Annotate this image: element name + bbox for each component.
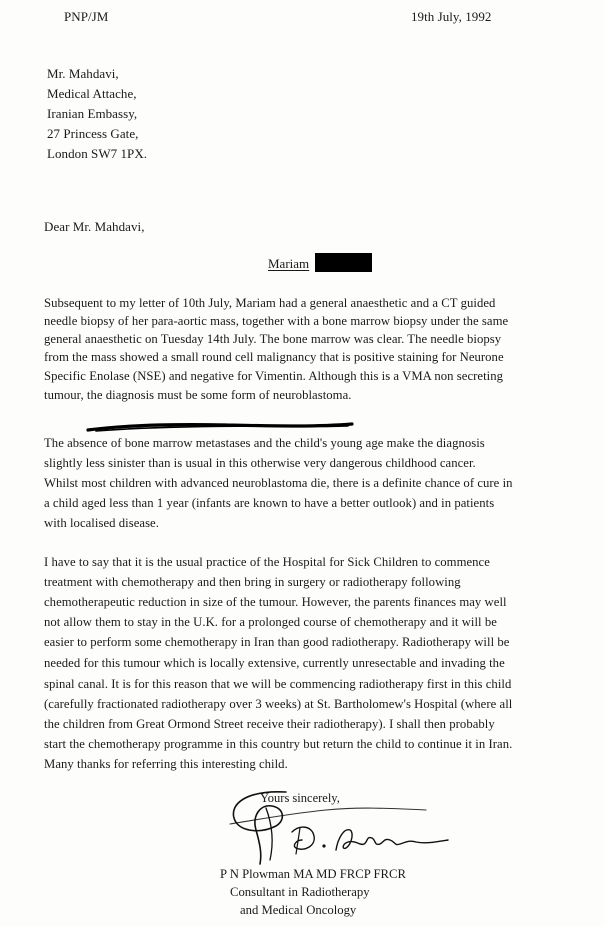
address-line: London SW7 1PX.: [47, 146, 148, 161]
redaction-bar: [315, 253, 372, 272]
paragraph-line: Many thanks for referring this interesting child.: [44, 757, 288, 771]
signatory-name: P N Plowman MA MD FRCP FRCR: [220, 867, 406, 881]
paragraph-line: with localised disease.: [44, 516, 159, 530]
letter-date: 19th July, 1992: [411, 9, 492, 24]
paragraph-line: slightly less sinister than is usual in this otherwise very dangerous childhood cancer.: [44, 456, 476, 470]
paragraph-line: Whilst most children with advanced neuroblastoma die, there is a definite chance of cure in: [44, 476, 513, 490]
signatory-title: and Medical Oncology: [240, 903, 357, 917]
paragraph-line: not allow them to stay in the U.K. for a prolonged course of chemotherapy and it will be: [44, 615, 497, 629]
paragraph-line: chemotherapeutic reduction in size of the tumour. However, the parents finances may well: [44, 595, 507, 609]
salutation: Dear Mr. Mahdavi,: [44, 219, 145, 234]
address-line: Mr. Mahdavi,: [47, 66, 119, 81]
patient-first-name: Mariam: [268, 256, 310, 271]
reference-code: PNP/JM: [64, 9, 109, 24]
paragraph-line: spinal canal. It is for this reason that we will be commencing radiotherapy first in this child: [44, 677, 512, 691]
paragraph-line: general anaesthetic on Tuesday 14th July. The bone marrow was clear. The needle biopsy: [44, 332, 502, 346]
paragraph-line: start the chemotherapy programme in this country but return the child to continue it in Iran.: [44, 737, 513, 751]
paragraph-line: from the mass showed a small round cell malignancy that is positive staining for Neurone: [44, 350, 504, 364]
paragraph-line: The absence of bone marrow metastases and the child's young age make the diagnosis: [44, 436, 485, 450]
signatory-title: Consultant in Radiotherapy: [230, 885, 370, 899]
closing-phrase: Yours sincerely,: [260, 791, 340, 805]
handwritten-signature: [226, 784, 466, 874]
paragraph-line: Subsequent to my letter of 10th July, Mariam had a general anaesthetic and a CT guided: [44, 296, 496, 310]
address-line: Iranian Embassy,: [47, 106, 138, 121]
paragraph-line: treatment with chemotherapy and then bring in surgery or radiotherapy following: [44, 575, 461, 589]
address-line: 27 Princess Gate,: [47, 126, 139, 141]
paragraph-line: Specific Enolase (NSE) and negative for Vimentin. Although this is a VMA non secreting: [44, 369, 504, 383]
paragraph-line: the children from Great Ormond Street receive their radiotherapy). I shall then probably: [44, 717, 495, 731]
paragraph-line: a child aged less than 1 year (infants are known to have a better outlook) and in patients: [44, 496, 495, 510]
paragraph-line: (carefully fractionated radiotherapy over 3 weeks) at St. Bartholomew's Hospital (where all: [44, 697, 513, 711]
address-line: Medical Attache,: [47, 86, 137, 101]
paragraph-line: easier to perform some chemotherapy in Iran than good radiotherapy. Radiotherapy will be: [44, 635, 510, 649]
paragraph-line: tumour, the diagnosis must be some form of neuroblastoma.: [44, 388, 352, 402]
paragraph-line: needed for this tumour which is locally extensive, currently unresectable and invading the: [44, 656, 505, 670]
handwritten-underline: [86, 420, 356, 436]
paragraph-line: I have to say that it is the usual practice of the Hospital for Sick Children to commence: [44, 555, 490, 569]
paragraph-line: needle biopsy of her para-aortic mass, together with a bone marrow biopsy under the same: [44, 314, 509, 328]
patient-subject: [268, 256, 309, 271]
